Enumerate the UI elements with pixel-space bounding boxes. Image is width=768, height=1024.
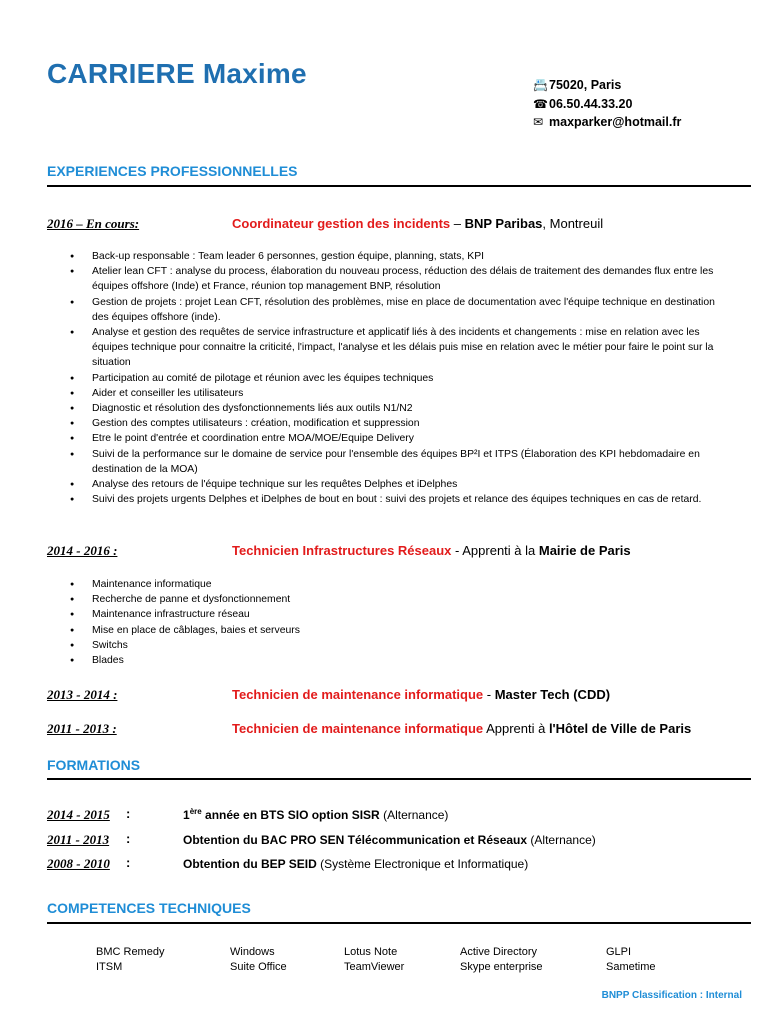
skill-item: GLPI	[606, 946, 632, 958]
education-title: 1ère année en BTS SIO option SISR (Alternance)	[183, 807, 449, 822]
section-divider	[47, 778, 751, 780]
address-row	[533, 76, 681, 95]
envelope-icon: ✉	[533, 115, 544, 130]
email-text: maxparker@hotmail.fr	[549, 115, 682, 130]
job-title	[232, 721, 691, 736]
email-row	[533, 113, 681, 132]
task-list	[70, 249, 730, 507]
phone-text: 06.50.44.33.20	[549, 96, 633, 111]
job-location: Apprenti à la	[462, 543, 539, 558]
list-item: ● Suivi de la performance sur le domaine de service pour l'ensemble des équipes BP²I et ITPS (Élaboration des KPI hebdomadaire en destination de la MOA)	[70, 447, 730, 477]
list-item: ● Maintenance infrastructure réseau	[70, 607, 470, 622]
education-colon: :	[126, 806, 131, 821]
section-title-experience: EXPERIENCES PROFESSIONNELLES	[47, 163, 298, 179]
skill-item: Windows	[230, 946, 275, 958]
section-title-education: FORMATIONS	[47, 757, 141, 773]
job-role: Technicien de maintenance informatique	[232, 687, 484, 702]
education-title: Obtention du BEP SEID (Système Electronique et Informatique)	[183, 857, 529, 871]
job-role: Technicien de maintenance informatique	[232, 721, 484, 736]
job-date: 2016 – En cours:	[47, 216, 140, 231]
list-item: ● Suivi des projets urgents Delphes et iDelphes de bout en bout : suivi des projets et relance des équipes techniques en cas de retard.	[70, 492, 730, 507]
list-item: ● Etre le point d'entrée et coordination entre MOA/MOE/Equipe Delivery	[70, 431, 730, 446]
job-role: Coordinateur gestion des incidents	[232, 216, 451, 231]
list-item: ● Switchs	[70, 638, 470, 653]
list-item: ● Diagnostic et résolution des dysfonctionnements liés aux outils N1/N2	[70, 401, 730, 416]
job-separator: –	[450, 216, 465, 231]
education-date: 2014 - 2015	[47, 807, 110, 822]
list-item: ● Analyse des retours de l'équipe technique sur les requêtes Delphes et iDelphes	[70, 477, 730, 492]
education-colon: :	[126, 831, 131, 846]
classification-label: BNPP Classification : Internal	[601, 990, 742, 1001]
job-date: 2014 - 2016 :	[47, 543, 118, 558]
candidate-name: CARRIERE Maxime	[47, 58, 307, 89]
list-item: ● Atelier lean CFT : analyse du process, élaboration du nouveau process, réduction des délais de traitement des demandes flux entre les équipes offshore (Inde) et France, réunion top management BNP, résolution	[70, 264, 730, 294]
skills-column	[344, 945, 404, 974]
education-colon: :	[126, 855, 131, 870]
list-item: ● Gestion de projets : projet Lean CFT, résolution des problèmes, mise en place de documentation avec l'équipe technique en destination des équipes offshore (inde).	[70, 295, 730, 325]
list-item: ● Analyse et gestion des requêtes de service infrastructure et applicatif liés à des incidents et changements : mise en relation avec les équipes technique pour connaitre la criticité, l'impact, l'analyse et les délais puis mise en relation avec le métier pour faire le point sur la situation	[70, 325, 730, 371]
list-item: ● Back-up responsable : Team leader 6 personnes, gestion équipe, planning, stats, KPI	[70, 249, 730, 264]
skills-column	[96, 945, 164, 974]
skill-item: TeamViewer	[344, 960, 405, 973]
job-date: 2011 - 2013 :	[47, 721, 117, 736]
list-item: ● Blades	[70, 653, 470, 668]
list-item: ● Participation au comité de pilotage et réunion avec les équipes techniques	[70, 371, 730, 386]
job-role: Technicien Infrastructures Réseaux	[232, 543, 452, 558]
section-divider	[47, 922, 751, 924]
list-item: ● Recherche de panne et dysfonctionnement	[70, 592, 470, 607]
job-title	[232, 687, 610, 702]
education-date: 2008 - 2010	[47, 856, 110, 871]
job-company: BNP Paribas	[464, 216, 543, 231]
education-date: 2011 - 2013	[47, 832, 110, 847]
skill-item: Sametime	[606, 960, 656, 973]
skill-item: Skype enterprise	[460, 960, 543, 973]
job-separator: -	[483, 687, 495, 702]
section-divider	[47, 185, 751, 187]
address-card-icon: 📇	[533, 78, 548, 93]
education-title: Obtention du BAC PRO SEN Télécommunication et Réseaux (Alternance)	[183, 833, 596, 847]
job-date: 2013 - 2014 :	[47, 687, 118, 702]
job-company: Master Tech (CDD)	[494, 687, 611, 702]
job-title	[232, 543, 631, 558]
skills-column	[460, 945, 543, 974]
list-item: ● Mise en place de câblages, baies et serveurs	[70, 623, 470, 638]
job-location: Apprenti à	[486, 721, 549, 736]
skill-item: Suite Office	[230, 960, 287, 973]
list-item: ● Aider et conseiller les utilisateurs	[70, 386, 730, 401]
job-title	[232, 216, 603, 231]
skills-column	[606, 945, 656, 974]
address-text: 75020, Paris	[549, 78, 622, 93]
skill-item: ITSM	[96, 960, 123, 973]
job-company: Mairie de Paris	[538, 543, 631, 558]
phone-icon: ☎	[533, 96, 548, 111]
job-company: l'Hôtel de Ville de Paris	[548, 721, 692, 736]
skill-item: Lotus Note	[344, 946, 398, 958]
phone-row	[533, 95, 681, 114]
job-separator: -	[451, 543, 463, 558]
contact-block	[533, 76, 681, 132]
skill-item: BMC Remedy	[96, 946, 165, 958]
skill-item: Active Directory	[460, 946, 538, 958]
skills-column	[230, 945, 287, 974]
list-item: ● Maintenance informatique	[70, 577, 470, 592]
section-title-skills: COMPETENCES TECHNIQUES	[47, 900, 251, 916]
task-list	[70, 577, 470, 668]
list-item: ● Gestion des comptes utilisateurs : création, modification et suppression	[70, 416, 730, 431]
job-location: , Montreuil	[542, 216, 604, 231]
